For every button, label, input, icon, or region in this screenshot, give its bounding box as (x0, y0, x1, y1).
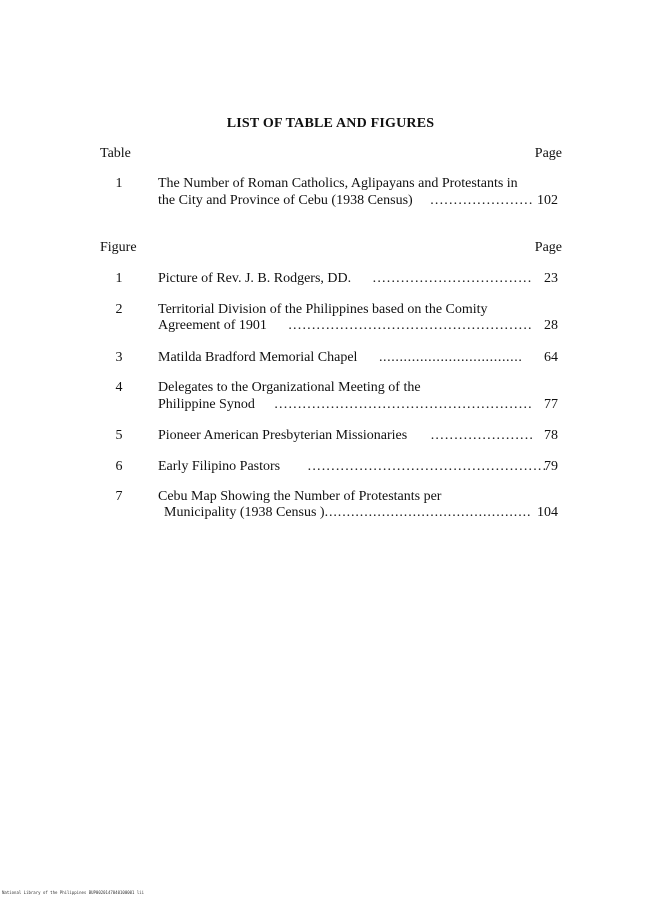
table-entry-title-line1: The Number of Roman Catholics, Aglipayans and Protestants in (158, 176, 518, 191)
figure-entry-title-line2 (158, 318, 533, 334)
figure-entry-title-line2-text: Agreement of 1901 (158, 318, 267, 333)
figure-entry-title-line2-text: Philippine Synod (158, 397, 255, 412)
figure-entry-title (158, 459, 547, 475)
figure-entry-number: 7 (115, 489, 123, 504)
figure-entry-title-line1: Cebu Map Showing the Number of Protestants per (158, 489, 442, 504)
figure-section-label: Figure (100, 240, 137, 255)
figure-entry-title (158, 271, 532, 287)
scan-footer: National Library of the Philippines BUP0020147040100001 lii (2, 890, 145, 895)
figure-entry-title-text: Picture of Rev. J. B. Rodgers, DD. (158, 271, 352, 286)
figure-entry-page: 64 (544, 350, 558, 365)
figure-entry-number: 2 (115, 302, 123, 317)
table-entry-page: 102 (537, 193, 558, 208)
dot-leader: .................................................... (288, 318, 533, 333)
figure-entry-page: 77 (544, 397, 558, 412)
figure-entry-title (158, 428, 534, 444)
table-page-column-label: Page (534, 146, 562, 161)
dot-leader: ................................... (378, 350, 523, 365)
figure-entry-page: 78 (544, 428, 558, 443)
figure-page-column-label: Page (534, 240, 562, 255)
dot-leader: ............................................... (324, 505, 532, 520)
dot-leader: ...................... (430, 193, 534, 208)
table-entry-title-line2 (158, 193, 534, 209)
figure-entry-title-line2 (158, 397, 533, 413)
figure-entry-title-text: Early Filipino Pastors (158, 459, 281, 474)
dot-leader: .................................. (372, 271, 533, 286)
figure-entry-title-line2-text: Municipality (1938 Census ) (164, 505, 325, 520)
figure-entry-number: 6 (115, 459, 123, 474)
table-entry-title-line2-text: the City and Province of Cebu (1938 Census) (158, 193, 413, 208)
figure-entry-title-text: Pioneer American Presbyterian Missionaries (158, 428, 408, 443)
figure-entry-title-text: Matilda Bradford Memorial Chapel (158, 350, 358, 365)
figure-entry-title-line1: Delegates to the Organizational Meeting of the (158, 380, 421, 395)
dot-leader: ....................................................... (274, 397, 533, 412)
figure-entry-number: 3 (115, 350, 123, 365)
figure-entry-number: 4 (115, 380, 123, 395)
table-section-label: Table (100, 146, 131, 161)
table-entry-number: 1 (115, 176, 123, 191)
figure-entry-page: 79 (544, 459, 558, 474)
figure-entry-title-line1: Territorial Division of the Philippines based on the Comity (158, 302, 488, 317)
figure-entry-page: 23 (544, 271, 558, 286)
dot-leader: ...................... (430, 428, 535, 443)
dot-leader: ................................................... (307, 459, 548, 474)
figure-entry-number: 5 (115, 428, 123, 443)
figure-entry-title-line2 (164, 505, 531, 521)
figure-entry-title (158, 350, 522, 366)
figure-entry-page: 104 (537, 505, 558, 520)
page-title: LIST OF TABLE AND FIGURES (226, 116, 435, 131)
figure-entry-number: 1 (115, 271, 123, 286)
figure-entry-page: 28 (544, 318, 558, 333)
